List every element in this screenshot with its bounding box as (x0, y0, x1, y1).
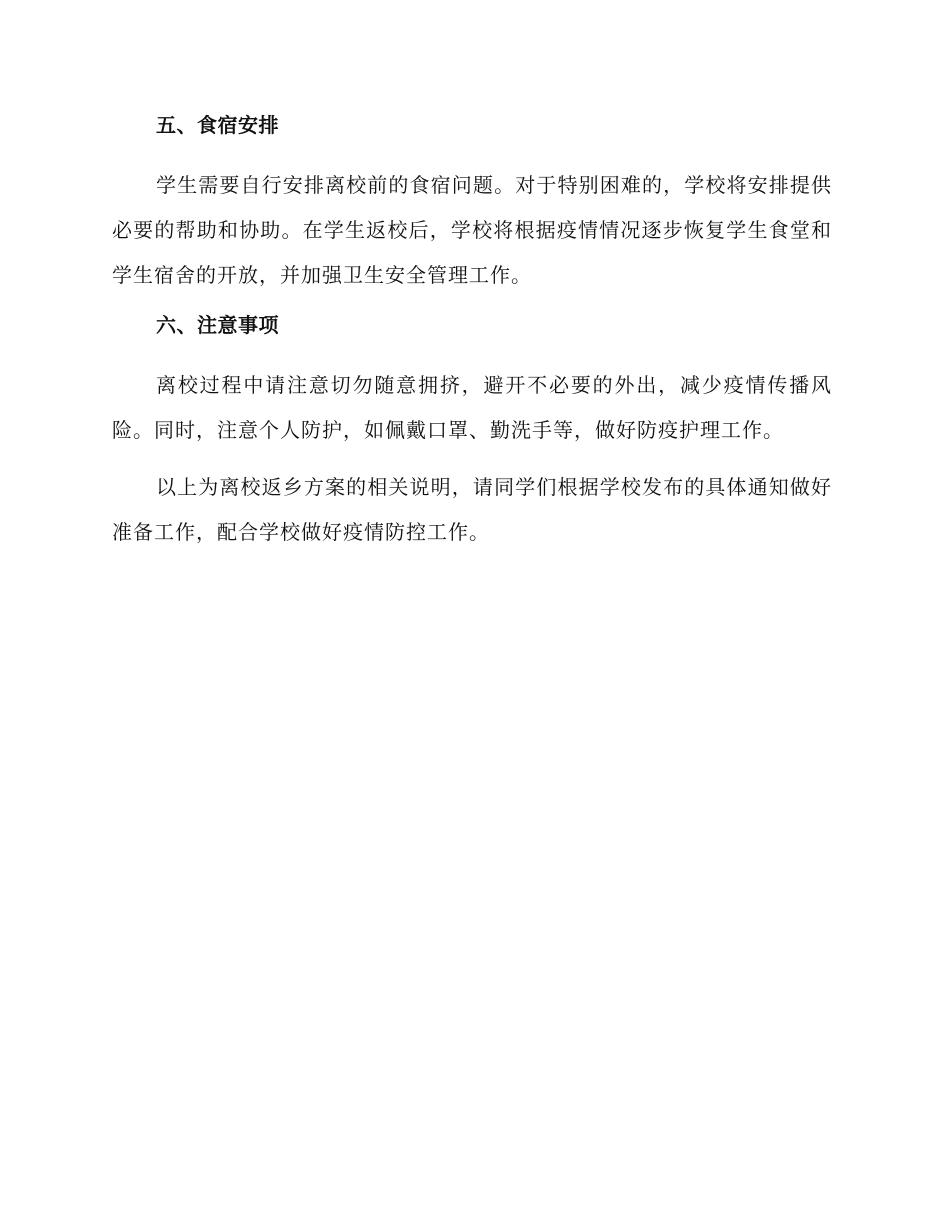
section-paragraph: 学生需要自行安排离校前的食宿问题。对于特别困难的，学校将安排提供必要的帮助和协助。在学生返校后，学校将根据疫情情况逐步恢复学生食堂和学生宿舍的开放，并加强卫生安全管理工作。 (112, 173, 832, 287)
document-page (112, 110, 832, 567)
closing-paragraph: 以上为离校返乡方案的相关说明，请同学们根据学校发布的具体通知做好准备工作，配合学校做好疫情防控工作。 (112, 475, 832, 544)
section-heading: 六、注意事项 (156, 313, 279, 337)
section-paragraph: 离校过程中请注意切勿随意拥挤，避开不必要的外出，减少疫情传播风险。同时，注意个人防护，如佩戴口罩、勤洗手等，做好防疫护理工作。 (112, 373, 832, 442)
section-heading: 五、食宿安排 (156, 113, 279, 137)
section-notes (112, 310, 832, 453)
section-food-lodging (112, 110, 832, 298)
